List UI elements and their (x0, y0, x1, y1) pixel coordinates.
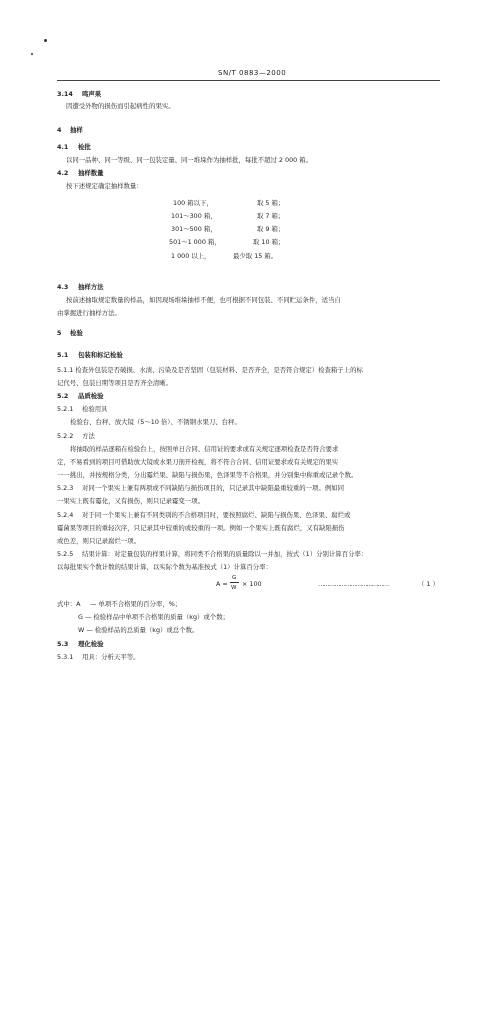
clause-5-3-number: 5.3 (57, 640, 69, 648)
clause-3-14-body: 因遭受外物的损伤而引起病性的果实。 (66, 102, 175, 110)
clause-5-2-5-number: 5.2.5 (57, 550, 74, 558)
section-4-title: 抽样 (70, 126, 83, 134)
clause-4-1-body: 以同一品种、同一等级、同一包装定量、同一堆垛作为抽样批，每批不超过 2 000 箱。 (66, 156, 313, 164)
clause-5-3-title: 理化检验 (78, 640, 104, 648)
clause-5-2-1-number: 5.2.1 (57, 405, 74, 413)
where-definition: G — 检验样品中单项不合格果的质量（kg）或个数； (78, 613, 229, 621)
sampling-range: 1 000 以上， (171, 252, 211, 260)
clause-5-2-5-line: 以每批果实个数计数的结果计算，以实际个数为基准按式（1）计算百分率： (57, 563, 272, 571)
clause-5-2-2-number: 5.2.2 (57, 432, 74, 440)
formula-lhs: A = (216, 580, 228, 588)
sampling-range: 501～1 000 箱， (169, 238, 221, 246)
sampling-quantity: 取 10 箱； (253, 238, 285, 246)
clause-5-2-3-line: 一果实上既有霉化，又有损伤，则只记录霉变一项。 (57, 497, 204, 505)
clause-4-1-title: 检批 (78, 143, 91, 151)
formula-rhs: × 100 (242, 580, 262, 588)
clause-5-3-1-body: 用具：分析天平等。 (82, 653, 140, 661)
clause-5-2-4-line: 或色差，则只记录腐烂一项。 (57, 537, 141, 545)
clause-4-2-intro: 按下述规定确定抽样数量： (66, 182, 143, 190)
formula-numerator: G (232, 575, 237, 581)
clause-5-2-2-line: 一一挑出，并按规格分类，分出霉烂果、缺陷与损伤果，色泽果等不合格果，并分别集中称重或记录个数。 (57, 471, 358, 479)
where-lead: 式中：A (57, 600, 81, 608)
formula-equation-number: （ 1 ） (418, 580, 439, 588)
section-5-number: 5 (57, 329, 62, 337)
clause-4-3-line: 由掌握进行抽样方法。 (57, 309, 121, 317)
formula-leader-dots: ………………………………… (318, 580, 389, 588)
clause-3-14-title: 鸣声果 (82, 90, 102, 98)
sampling-range: 101～300 箱， (171, 212, 217, 220)
clause-5-2-4-line: 霉菌果等项目的重轻次序，只记录其中较重的或较重的一项。例如一个果实上既有腐烂，又有缺陷损伤 (57, 524, 345, 532)
section-4-number: 4 (57, 126, 62, 134)
clause-5-1-number: 5.1 (57, 351, 69, 359)
clause-5-2-5-line: 结果计算：对定量包装的样果计算，将同类不合格果的质量除以一并加，按式（1）分别计算百分率： (82, 550, 368, 558)
sampling-quantity: 取 7 箱； (257, 212, 285, 220)
clause-5-1-title: 包装和标记检验 (78, 351, 123, 359)
clause-4-3-number: 4.3 (57, 283, 69, 291)
clause-4-3-line: 按前述抽取规定数量的样品，如因现场堆垛抽样不便，也可根据不同包装、不同贮运条件，适当自 (66, 296, 341, 304)
clause-5-1-1-line: 5.1.1 检查外包装是否破损、水渍、污染及是否坚固（包装材料、是否齐全，是否符合规定）检查箱子上的标 (57, 366, 363, 374)
clause-5-2-1-title: 检验用具 (82, 405, 108, 413)
sampling-quantity: 最少取 15 箱。 (233, 252, 278, 260)
clause-4-1-number: 4.1 (57, 143, 69, 151)
clause-5-2-title: 品质检验 (78, 392, 104, 400)
where-definition: W — 检验样品的总质量（kg）或总个数。 (78, 626, 199, 634)
clause-5-2-2-line: 定，不易看到的项目可借助放大镜或水果刀剖开检视，将不符合合同、信用证要求或有关规定的果实 (57, 458, 339, 466)
clause-4-3-title: 抽样方法 (78, 283, 104, 291)
clause-4-2-number: 4.2 (57, 169, 69, 177)
sampling-quantity: 取 5 箱； (257, 199, 285, 207)
sampling-quantity: 取 9 箱； (257, 225, 285, 233)
sampling-range: 100 箱以下， (173, 199, 213, 207)
clause-5-2-3-line: 对同一个果实上兼有两项或不同缺陷与损伤项目的，只记录其中缺陷最重较重的一项。例如同 (82, 484, 345, 492)
fraction-bar (230, 582, 239, 583)
clause-5-2-2-title: 方法 (82, 432, 95, 440)
where-definition: — 单项不合格果的百分率，%； (90, 600, 182, 608)
clause-5-2-4-line: 对于同一个果实上兼有不同类别的不合格项目时，要按照腐烂、缺陷与损伤果、色泽果、腐烂或 (82, 511, 351, 519)
clause-5-1-1-line: 记代号、包装日期等项目是否齐全清晰。 (57, 379, 173, 387)
clause-5-3-1-number: 5.3.1 (57, 653, 74, 661)
clause-5-2-3-number: 5.2.3 (57, 484, 74, 492)
section-5-title: 检验 (70, 329, 83, 337)
clause-5-2-number: 5.2 (57, 392, 69, 400)
clause-5-2-4-number: 5.2.4 (57, 511, 74, 519)
standard-code-header: SN/T 0883—2000 (218, 69, 287, 77)
clause-5-2-2-line: 将抽取的样品逐箱在检验台上，按照单日合同、信用证的要求或有关规定逐项检查是否符合要求 (70, 445, 339, 453)
sampling-range: 301～500 箱， (171, 225, 217, 233)
clause-4-2-title: 抽样数量 (78, 169, 104, 177)
formula-denominator: W (231, 585, 237, 591)
header-rule (57, 80, 440, 81)
clause-3-14-number: 3.14 (57, 90, 73, 98)
scan-speck (44, 39, 47, 42)
clause-5-2-1-body: 检验台、台秤、放大镜（5～10 倍）、不锈钢水果刀、台秤。 (70, 418, 241, 426)
scan-speck (31, 53, 33, 55)
